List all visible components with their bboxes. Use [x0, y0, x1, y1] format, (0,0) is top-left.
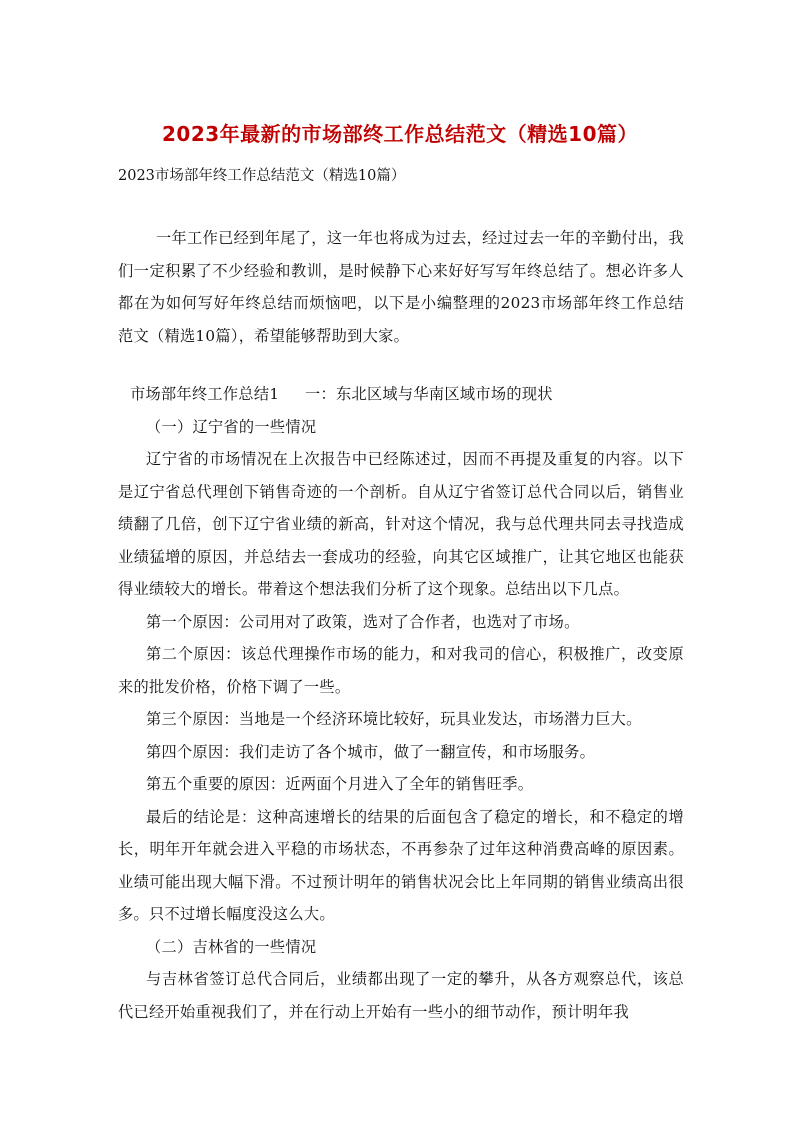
- intro-paragraph: 一年工作已经到年尾了，这一年也将成为过去，经过过去一年的辛勤付出，我们一定积累了不少经验和教训，是时候静下心来好好写写年终总结了。想必许多人都在为如何写好年终总结而烦恼吧，以下是小编整理的2023市场部年终工作总结范文（精选10篇），希望能够帮助到大家。: [118, 229, 684, 345]
- intro-section: [118, 222, 684, 352]
- subsection-heading-jilin: （二）吉林省的一些情况: [146, 937, 317, 956]
- document-subtitle: 2023市场部年终工作总结范文（精选10篇）: [118, 168, 406, 184]
- conclusion-paragraph: 最后的结论是：这种高速增长的结果的后面包含了稳定的增长，和不稳定的增长，明年开年就会进入平稳的市场状态，不再参杂了过年这种消费高峰的原因素。业绩可能出现大幅下滑。不过预计明年的销售状况会比上年同期的销售业绩高出很多。只不过增长幅度没这么大。: [118, 807, 684, 923]
- document-title: 2023年最新的市场部终工作总结范文（精选10篇）: [162, 122, 638, 146]
- paragraph-jilin: 与吉林省签订总代合同后，业绩都出现了一定的攀升，从各方观察总代，该总代已经开始重视我们了，并在行动上开始有一些小的细节动作，预计明年我: [118, 970, 684, 1021]
- reason-2: 第二个原因：该总代理操作市场的能力，和对我司的信心，积极推广，改变原来的批发价格，价格下调了一些。: [118, 645, 684, 696]
- section-heading: 市场部年终工作总结1 一：东北区域与华南区域市场的现状: [130, 385, 553, 403]
- paragraph-liaoning: 辽宁省的市场情况在上次报告中已经陈述过，因而不再提及重复的内容。以下是辽宁省总代理创下销售奇迹的一个剖析。自从辽宁省签订总代合同以后，销售业绩翻了几倍，创下辽宁省业绩的新高，针对这个情况，我与总代理共同去寻找造成业绩猛增的原因，并总结去一套成功的经验，向其它区域推广，让其它地区也能获得业绩较大的增长。带着这个想法我们分析了这个现象。总结出以下几点。: [118, 450, 684, 598]
- subsection-heading-liaoning: （一）辽宁省的一些情况: [146, 417, 317, 436]
- main-content: [118, 378, 684, 1028]
- reason-4: 第四个原因：我们走访了各个城市，做了一翻宣传，和市场服务。: [146, 742, 596, 761]
- reason-3: 第三个原因：当地是一个经济环境比较好，玩具业发达，市场潜力巨大。: [146, 710, 642, 728]
- reason-5: 第五个重要的原因：近两面个月进入了全年的销售旺季。: [146, 775, 534, 793]
- reason-1: 第一个原因：公司用对了政策，选对了合作者，也选对了市场。: [146, 612, 580, 631]
